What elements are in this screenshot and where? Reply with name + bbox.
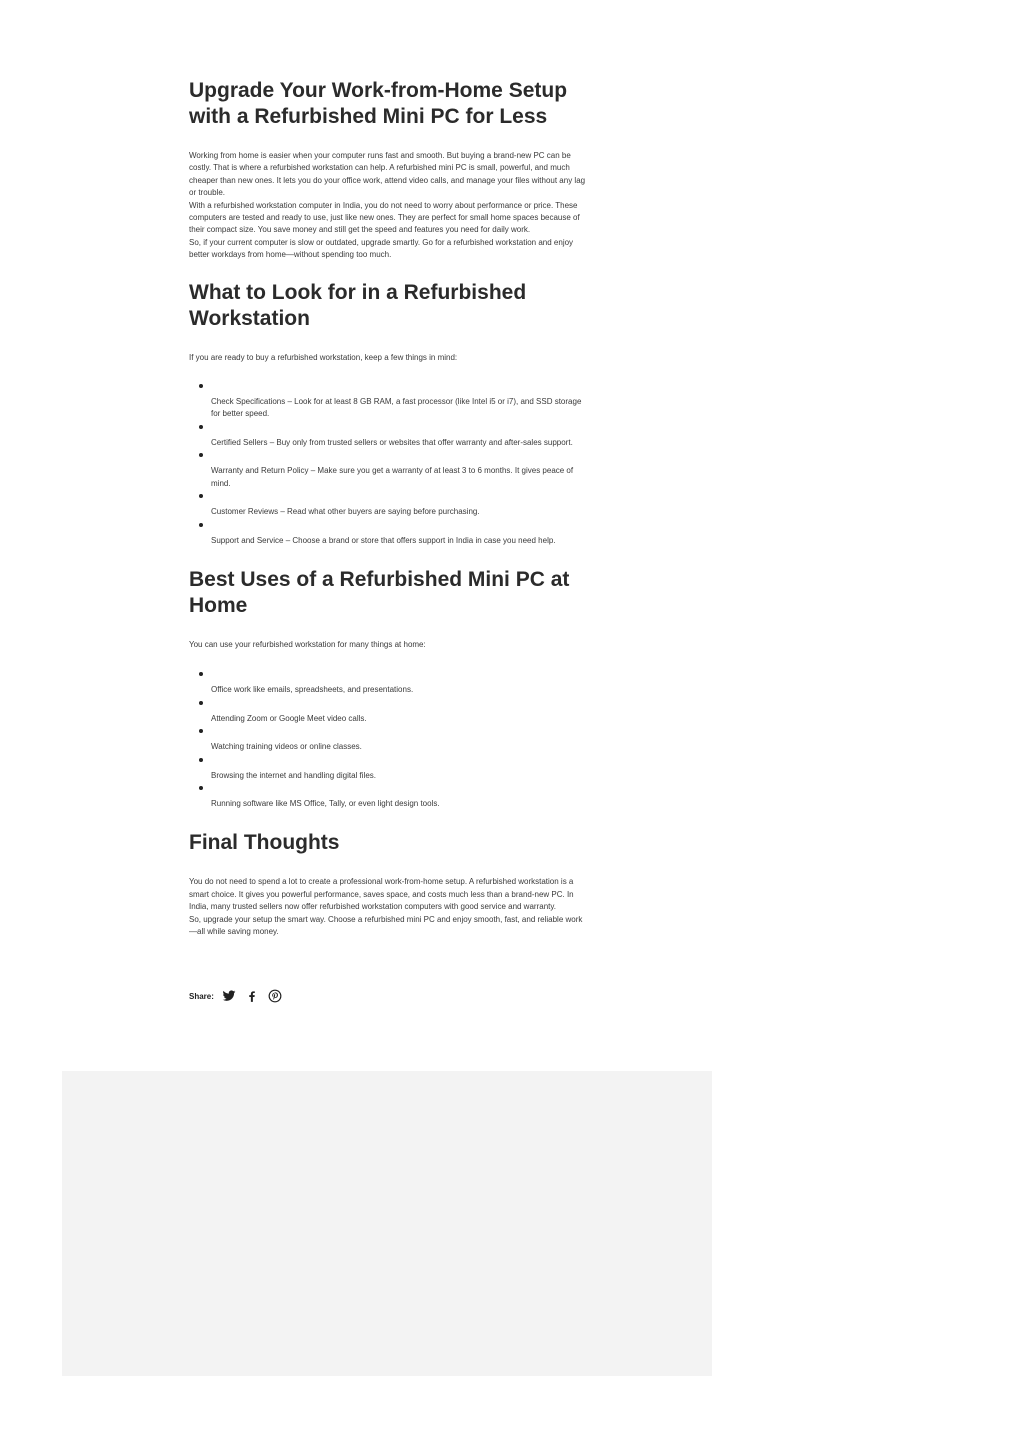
list-item: Running software like MS Office, Tally, or even light design tools. <box>189 782 589 810</box>
share-label: Share: <box>189 991 214 1001</box>
section-intro-look-for: If you are ready to buy a refurbished workstation, keep a few things in mind: <box>189 352 458 362</box>
look-for-list <box>189 380 589 547</box>
bullet-icon <box>199 453 203 457</box>
facebook-icon[interactable] <box>245 989 259 1003</box>
intro-paragraph: So, if your current computer is slow or outdated, upgrade smartly. Go for a refurbished workstation and enjoy better workdays from home—without spending too much. <box>189 237 574 260</box>
intro-paragraph: With a refurbished workstation computer in India, you do not need to worry about performance or price. These computers are tested and ready to use, just like new ones. They are perfect for small home spaces because of their compact size. You save money and still get the speed and features you need for daily work. <box>189 200 580 235</box>
final-paragraph: You do not need to spend a lot to create a professional work-from-home setup. A refurbished workstation is a smart choice. It gives you powerful performance, saves space, and costs much less than a brand-new PC. In India, many trusted sellers now offer refurbished workstation computers with good service and warranty. <box>189 877 574 912</box>
best-uses-list <box>189 668 589 810</box>
twitter-icon[interactable] <box>222 989 236 1003</box>
bullet-icon <box>199 425 203 429</box>
list-item: Customer Reviews – Read what other buyers are saying before purchasing. <box>189 490 589 518</box>
section-intro-best-uses: You can use your refurbished workstation for many things at home: <box>189 639 426 649</box>
section-heading-best-uses: Best Uses of a Refurbished Mini PC at Home <box>189 567 570 617</box>
bullet-icon <box>199 494 203 498</box>
final-paragraph: So, upgrade your setup the smart way. Choose a refurbished mini PC and enjoy smooth, fast, and reliable work—all while saving money. <box>189 914 583 936</box>
intro-paragraph: Working from home is easier when your computer runs fast and smooth. But buying a brand-new PC can be costly. That is where a refurbished workstation can help. A refurbished mini PC is small, powerful, and much cheaper than new ones. It lets you do your office work, attend video calls, and manage your files without any lag or trouble. <box>189 151 586 198</box>
pinterest-icon[interactable] <box>268 989 282 1003</box>
section-heading-final-thoughts: Final Thoughts <box>189 831 340 855</box>
list-item: Watching training videos or online classes. <box>189 725 589 753</box>
bullet-icon <box>199 672 203 676</box>
article-title: Upgrade Your Work-from-Home Setup with a Refurbished Mini PC for Less <box>189 79 568 128</box>
list-item: Support and Service – Choose a brand or store that offers support in India in case you need help. <box>189 519 589 547</box>
share-bar <box>189 988 291 1004</box>
list-item: Browsing the internet and handling digital files. <box>189 754 589 782</box>
list-item: Office work like emails, spreadsheets, and presentations. <box>189 668 589 696</box>
bullet-icon <box>199 729 203 733</box>
list-item: Check Specifications – Look for at least 8 GB RAM, a fast processor (like Intel i5 or i7), and SSD storage for better speed. <box>189 380 589 421</box>
list-item: Warranty and Return Policy – Make sure you get a warranty of at least 3 to 6 months. It gives peace of mind. <box>189 449 589 490</box>
bullet-icon <box>199 701 203 705</box>
bullet-icon <box>199 786 203 790</box>
bullet-icon <box>199 523 203 527</box>
content-placeholder <box>62 1071 712 1376</box>
blog-article <box>189 78 589 938</box>
bullet-icon <box>199 758 203 762</box>
section-heading-look-for: What to Look for in a Refurbished Workstation <box>189 280 527 330</box>
bullet-icon <box>199 384 203 388</box>
list-item: Attending Zoom or Google Meet video calls. <box>189 697 589 725</box>
list-item: Certified Sellers – Buy only from trusted sellers or websites that offer warranty and after-sales support. <box>189 421 589 449</box>
